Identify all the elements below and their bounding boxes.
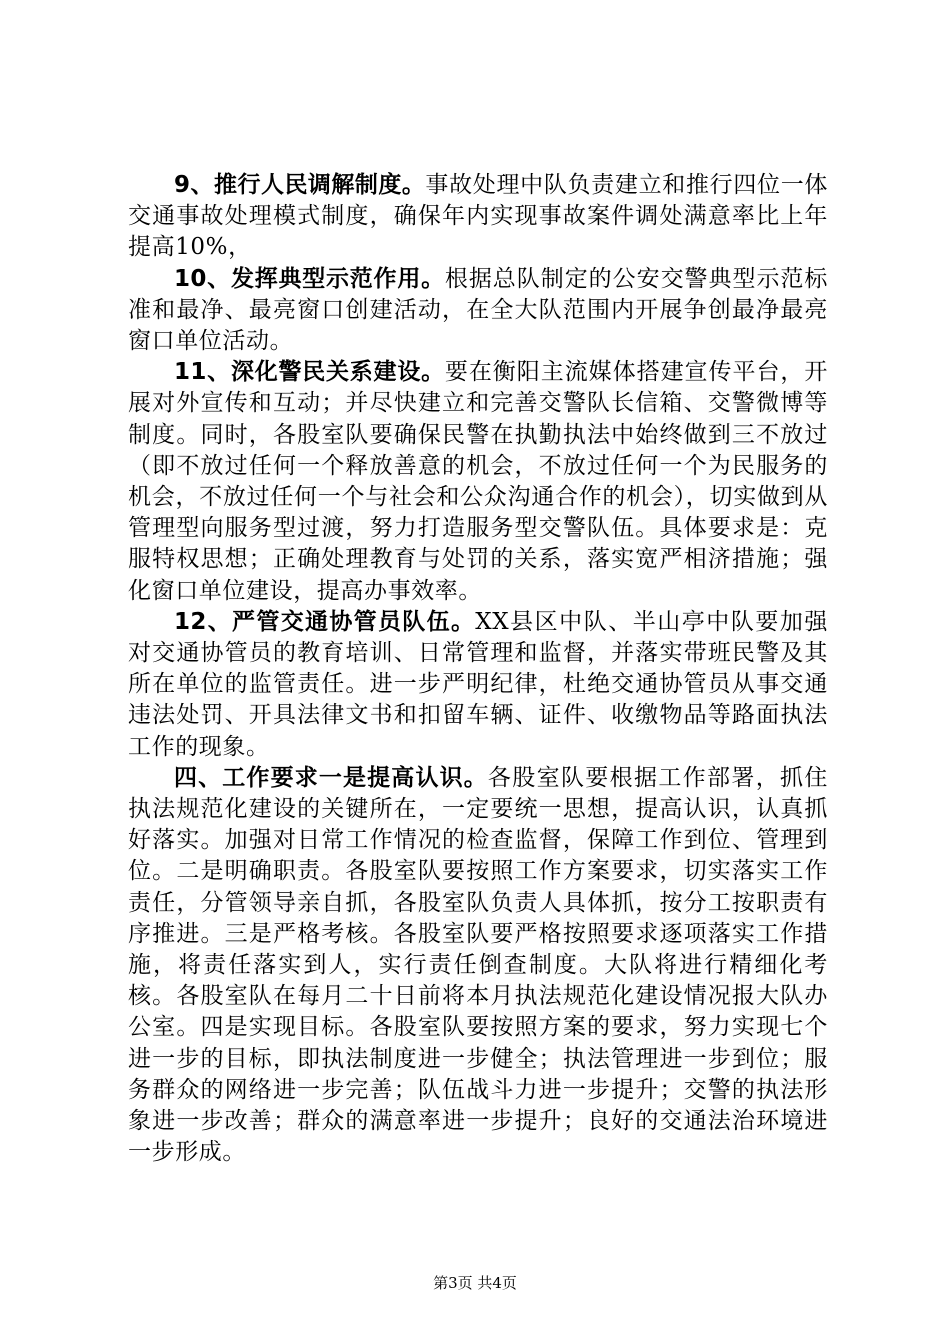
paragraph-work-requirements	[128, 763, 828, 1169]
paragraph-heading: 四、工作要求一是提高认识。	[174, 764, 488, 791]
paragraph-heading: 12、严管交通协管员队伍。	[174, 608, 476, 635]
paragraph-text: 事故处理中队负责建立和推行四位一体交通事故处理模式制度，确保年内实现事故案件调处满意率比上年提高10%，	[128, 172, 829, 261]
page-number-footer: 第3页 共4页	[433, 1274, 517, 1292]
paragraph-heading: 11、深化警民关系建设。	[174, 359, 445, 386]
paragraph-10	[128, 264, 828, 358]
paragraph-text: 根据总队制定的公安交警典型示范标准和最净、最亮窗口创建活动，在全大队范围内开展争创最净最亮窗口单位活动。	[128, 265, 828, 355]
paragraph-11	[128, 357, 828, 607]
paragraph-9	[128, 170, 828, 264]
paragraph-12	[128, 607, 828, 763]
paragraph-heading: 10、发挥典型示范作用。	[174, 265, 445, 292]
document-body	[128, 170, 828, 1169]
paragraph-text: 各股室队要根据工作部署，抓住执法规范化建设的关键所在，一定要统一思想，提高认识，认真抓好落实。加强对日常工作情况的检查监督，保障工作到位、管理到位。二是明确职责。各股室队要按照工作方案要求，切实落实工作责任，分管领导亲自抓，各股室队负责人具体抓，按分工按职责有序推进。三是严格考核。各股室队要严格按照要求逐项落实工作措施，将责任落实到人，实行责任倒查制度。大队将进行精细化考核。各股室队在每月二十日前将本月执法规范化建设情况报大队办公室。四是实现目标。各股室队要按照方案的要求，努力实现七个进一步的目标，即执法制度进一步健全；执法管理进一步到位；服务群众的网络进一步完善；队伍战斗力进一步提升；交警的执法形象进一步改善；群众的满意率进一步提升；良好的交通法治环境进一步形成。	[128, 764, 829, 1166]
paragraph-heading: 9、推行人民调解制度。	[174, 172, 426, 198]
paragraph-text: XX县区中队、半山亭中队要加强对交通协管员的教育培训、日常管理和监督，并落实带班民警及其所在单位的监管责任。进一步严明纪律，杜绝交通协管员从事交通违法处罚、开具法律文书和扣留车辆、证件、收缴物品等路面执法工作的现象。	[128, 608, 828, 760]
paragraph-text: 要在衡阳主流媒体搭建宣传平台，开展对外宣传和互动；并尽快建立和完善交警队长信箱、交警微博等制度。同时，各股室队要确保民警在执勤执法中始终做到三不放过（即不放过任何一个释放善意的机会，不放过任何一个为民服务的机会，不放过任何一个与社会和公众沟通合作的机会），切实做到从管理型向服务型过渡，努力打造服务型交警队伍。具体要求是：克服特权思想；正确处理教育与处罚的关系，落实宽严相济措施；强化窗口单位建设，提高办事效率。	[128, 359, 828, 604]
